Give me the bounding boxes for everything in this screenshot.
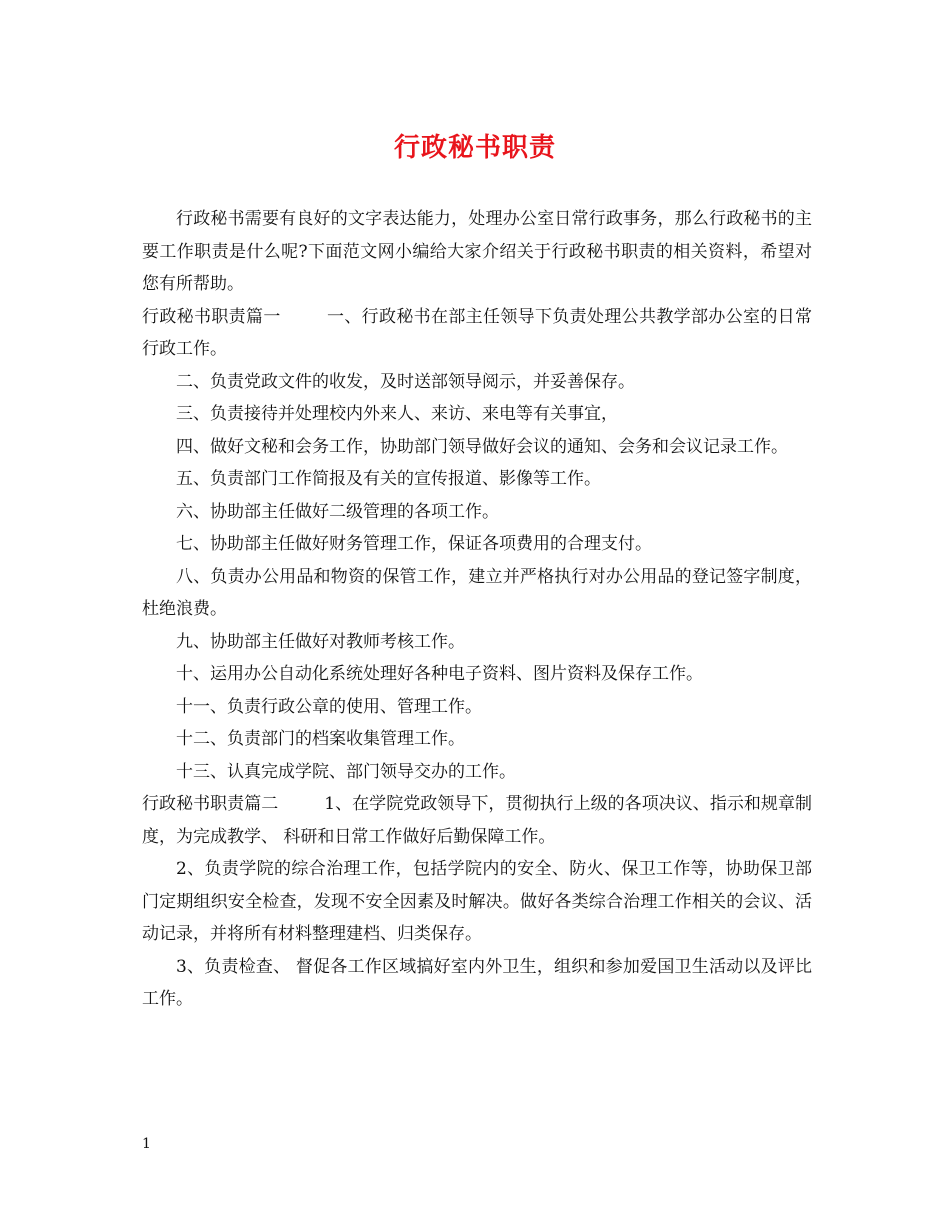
section-1-item: 二、负责党政文件的收发，及时送部领导阅示，并妥善保存。 [176, 371, 635, 392]
section-1-item: 五、负责部门工作简报及有关的宣传报道、影像等工作。 [176, 469, 601, 489]
section-2-heading: 行政秘书职责篇二 [142, 794, 279, 814]
section-1-heading: 行政秘书职责篇一 [142, 306, 281, 327]
section-1-item: 十三、认真完成学院、部门领导交办的工作。 [176, 761, 516, 782]
document-title: 行政秘书职责 [393, 133, 556, 163]
document-body [142, 203, 812, 1016]
intro-paragraph: 行政秘书需要有良好的文字表达能力，处理办公室日常行政事务，那么行政秘书的主要工作职责是什么呢?下面范文网小编给大家介绍关于行政秘书职责的相关资料，希望对您有所帮助。 [142, 209, 812, 294]
section-1-first-paragraph [142, 301, 812, 366]
section-1-item: 三、负责接待并处理校内外来人、来访、来电等有关事宜， [176, 404, 618, 424]
section-1-item: 十一、负责行政公章的使用、管理工作。 [176, 696, 482, 717]
section-1-item: 六、协助部主任做好二级管理的各项工作。 [176, 501, 499, 522]
page-number: 1 [142, 1136, 151, 1152]
section-1-item: 十、运用办公自动化系统处理好各种电子资料、图片资料及保存工作。 [176, 664, 703, 684]
section-2-first-paragraph [142, 788, 812, 853]
section-2-item: 2、负责学院的综合治理工作，包括学院内的安全、防火、保卫工作等，协助保卫部门定期组织安全检查，发现不安全因素及时解决。做好各类综合治理工作相关的会议、活动记录，并将所有材料整理建档、归类保存。 [142, 859, 812, 944]
section-1-item-1: 一、行政秘书在部主任领导下负责处理公共教学部办公室的日常行政工作。 [142, 306, 813, 359]
section-1-item: 九、协助部主任做好对教师考核工作。 [176, 631, 465, 652]
section-2-item-1: 1、在学院党政领导下，贯彻执行上级的各项决议、指示和规章制度，为完成教学、 科研和日常工作做好后勤保障工作。 [142, 794, 812, 847]
section-1-item: 八、负责办公用品和物资的保管工作，建立并严格执行对办公用品的登记签字制度，杜绝浪费。 [142, 566, 812, 619]
section-1-item: 四、做好文秘和会务工作，协助部门领导做好会议的通知、会务和会议记录工作。 [176, 436, 788, 457]
section-1-item: 七、协助部主任做好财务管理工作，保证各项费用的合理支付。 [176, 534, 652, 554]
section-1-item: 十二、负责部门的档案收集管理工作。 [176, 729, 465, 749]
section-2-item: 3、负责检查、 督促各工作区域搞好室内外卫生，组织和参加爱国卫生活动以及评比工作。 [142, 956, 812, 1009]
